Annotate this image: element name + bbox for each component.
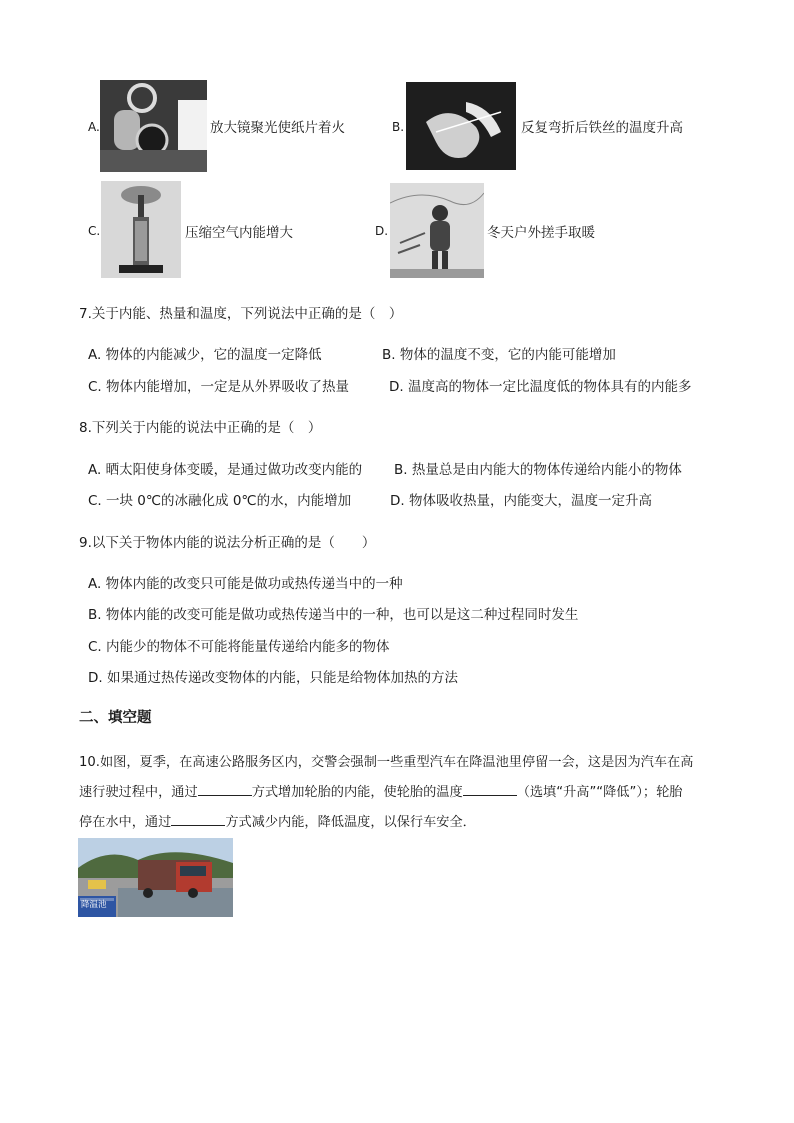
- blank-3[interactable]: [171, 811, 225, 826]
- question-10-line-3: [79, 811, 476, 830]
- compression-cylinder-illustration: [101, 181, 181, 278]
- q10-line3-part-a: 停在水中，通过: [79, 815, 172, 830]
- air-compression-image: [101, 181, 181, 278]
- wire-bending-image: [406, 82, 516, 170]
- question-10-line-1: 10.如图，夏季，在高速公路服务区内，交警会强制一些重型汽车在降温池里停留一会，这是因为汽车在高: [79, 755, 694, 770]
- question-8-option-a: A. 晒太阳使身体变暖，是通过做功改变内能的: [88, 462, 363, 478]
- question-9-option-c: C. 内能少的物体不可能将能量传递给内能多的物体: [88, 639, 390, 655]
- option-b-letter: B.: [392, 120, 405, 134]
- option-a-letter: A.: [88, 120, 100, 134]
- magnifier-illustration: [100, 80, 207, 172]
- option-d-text: 冬天户外搓手取暖: [487, 225, 595, 241]
- cooling-pool-photo: [78, 838, 233, 917]
- q10-line2-part-a: 速行驶过程中，通过: [79, 785, 198, 800]
- option-b-text: 反复弯折后铁丝的温度升高: [521, 120, 683, 136]
- question-8-option-d: D. 物体吸收热量，内能变大，温度一定升高: [390, 493, 652, 509]
- rubbing-hands-image: [390, 183, 484, 278]
- magnifier-image: [100, 80, 207, 172]
- question-9-option-b: B. 物体内能的改变可能是做功或热传递当中的一种，也可以是这二种过程同时发生: [88, 607, 579, 623]
- winter-person-illustration: [390, 183, 484, 278]
- q10-line3-part-b: 方式减少内能，降低温度，以保行车安全．: [225, 815, 476, 830]
- option-c-text: 压缩空气内能增大: [185, 225, 293, 241]
- question-8-option-c: C. 一块 0℃的冰融化成 0℃的水，内能增加: [88, 493, 352, 509]
- question-7-option-a: A. 物体的内能减少，它的温度一定降低: [88, 347, 322, 363]
- option-a-text: 放大镜聚光使纸片着火: [210, 120, 345, 136]
- cooling-pool-sign: 降温池: [81, 900, 107, 910]
- blank-2[interactable]: [463, 781, 517, 796]
- question-10-line-2: [79, 781, 682, 800]
- question-9-stem: 9.以下关于物体内能的说法分析正确的是（ ）: [79, 535, 376, 551]
- option-c-letter: C.: [88, 224, 101, 238]
- section-title: 二、填空题: [79, 710, 152, 726]
- option-d-letter: D.: [375, 224, 389, 238]
- question-7-option-b: B. 物体的温度不变，它的内能可能增加: [382, 347, 616, 363]
- question-7-stem: 7.关于内能、热量和温度，下列说法中正确的是（ ）: [79, 306, 403, 322]
- question-8-option-b: B. 热量总是由内能大的物体传递给内能小的物体: [394, 462, 682, 478]
- question-7-option-c: C. 物体内能增加，一定是从外界吸收了热量: [88, 379, 350, 395]
- question-8-stem: 8.下列关于内能的说法中正确的是（ ）: [79, 420, 322, 436]
- question-9-option-d: D. 如果通过热传递改变物体的内能，只能是给物体加热的方法: [88, 670, 458, 686]
- q10-line2-part-b: 方式增加轮胎的内能，使轮胎的温度: [251, 785, 463, 800]
- question-9-option-a: A. 物体内能的改变只可能是做功或热传递当中的一种: [88, 576, 403, 592]
- question-7-option-d: D. 温度高的物体一定比温度低的物体具有的内能多: [389, 379, 692, 395]
- hands-wire-illustration: [406, 82, 516, 170]
- blank-1[interactable]: [198, 781, 252, 796]
- q10-line2-part-c: （选填“升高”“降低”）；轮胎: [516, 785, 683, 800]
